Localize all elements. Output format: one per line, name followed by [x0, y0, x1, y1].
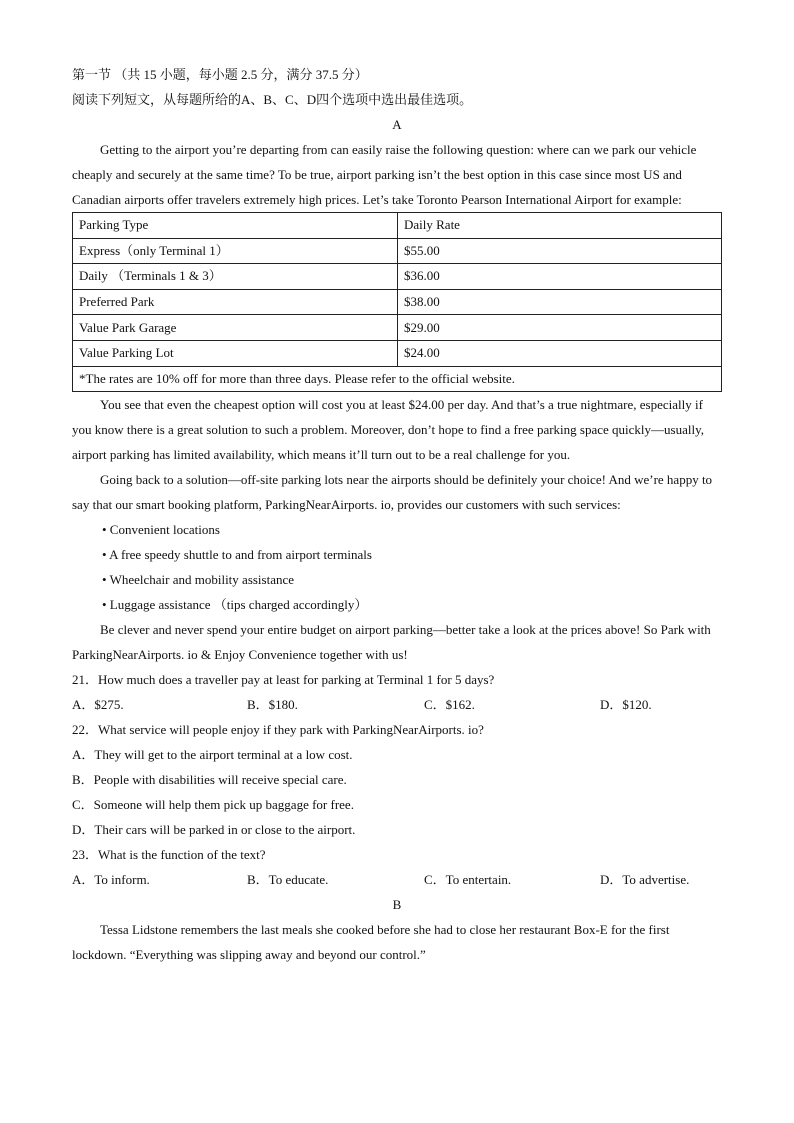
table-note-row — [73, 366, 722, 392]
table-note: *The rates are 10% off for more than three days. Please refer to the official website. — [73, 366, 722, 392]
table-row — [73, 340, 722, 366]
option-b: B．$180. — [247, 697, 298, 713]
section-header: 第一节 （共 15 小题，每小题 2.5 分，满分 37.5 分） — [72, 67, 368, 82]
service-bullet: • Wheelchair and mobility assistance — [102, 572, 295, 588]
table-cell: Preferred Park — [73, 289, 398, 315]
table-row — [73, 238, 722, 264]
table-cell: Express（only Terminal 1） — [73, 238, 398, 264]
service-bullet: • Convenient locations — [102, 522, 220, 538]
parking-rates-table — [72, 212, 722, 392]
table-cell: $38.00 — [398, 289, 722, 315]
question-21-stem: 21．How much does a traveller pay at least for parking at Terminal 1 for 5 days? — [72, 672, 495, 688]
table-cell: Value Park Garage — [73, 315, 398, 341]
passage-a-para4: Be clever and never spend your entire budget on airport parking—better take a look at the prices above! So Park with ParkingNearAirports. io & Enjoy Convenience together with us! — [72, 622, 711, 663]
question-21-options — [72, 692, 722, 717]
option-c: C．Someone will help them pick up baggage for free. — [72, 797, 354, 813]
exam-page — [72, 62, 722, 967]
option-d: D．Their cars will be parked in or close to the airport. — [72, 822, 356, 838]
question-23-stem: 23．What is the function of the text? — [72, 847, 266, 863]
table-cell: $36.00 — [398, 264, 722, 290]
table-row — [73, 264, 722, 290]
passage-a-para2: You see that even the cheapest option will cost you at least $24.00 per day. And that’s a true nightmare, especially if you know there is a great solution to such a problem. Moreover, don’t hope to find a free parking space quickly—usually, airport parking has limited availability, which means it’ll turn out to be a real challenge for you. — [72, 397, 704, 463]
table-header-cell: Parking Type — [73, 213, 398, 239]
table-cell: $55.00 — [398, 238, 722, 264]
option-a: A．They will get to the airport terminal at a low cost. — [72, 747, 353, 763]
table-cell: $29.00 — [398, 315, 722, 341]
option-b: B．To educate. — [247, 872, 329, 888]
table-row — [73, 315, 722, 341]
service-bullet: • Luggage assistance （tips charged accordingly） — [102, 597, 368, 613]
passage-a-intro: Getting to the airport you’re departing from can easily raise the following question: where can we park our vehicle cheaply and securely at the same time? To be true, airport parking isn’t the best option in this case since most US and Canadian airports offer travelers extremely high prices. Let’s take Toronto Pearson International Airport for example: — [72, 142, 697, 207]
option-b: B．People with disabilities will receive special care. — [72, 772, 347, 788]
option-d: D．$120. — [600, 697, 652, 713]
table-cell: $24.00 — [398, 340, 722, 366]
option-c: C．To entertain. — [424, 872, 512, 888]
question-23-options — [72, 867, 722, 892]
option-a: A．To inform. — [72, 872, 150, 888]
table-row — [73, 289, 722, 315]
table-cell: Value Parking Lot — [73, 340, 398, 366]
passage-b-para1: Tessa Lidstone remembers the last meals she cooked before she had to close her restaurant Box-E for the first lockdown. “Everything was slipping away and beyond our control.” — [72, 922, 670, 963]
option-c: C．$162. — [424, 697, 475, 713]
table-cell: Daily （Terminals 1 & 3） — [73, 264, 398, 290]
option-a: A．$275. — [72, 697, 124, 713]
question-22-stem: 22．What service will people enjoy if they park with ParkingNearAirports. io? — [72, 722, 484, 738]
passage-a-label: A — [392, 117, 402, 132]
passage-b-label: B — [392, 897, 402, 913]
table-header-cell: Daily Rate — [398, 213, 722, 239]
service-bullet: • A free speedy shuttle to and from airport terminals — [102, 547, 372, 563]
instruction: 阅读下列短文，从每题所给的A、B、C、D四个选项中选出最佳选项。 — [72, 92, 473, 107]
option-d: D．To advertise. — [600, 872, 690, 888]
table-header-row — [73, 213, 722, 239]
passage-a-para3: Going back to a solution—off-site parking lots near the airports should be definitely your choice! And we’re happy to say that our smart booking platform, ParkingNearAirports. io, provides our customers with such services: — [72, 472, 713, 513]
